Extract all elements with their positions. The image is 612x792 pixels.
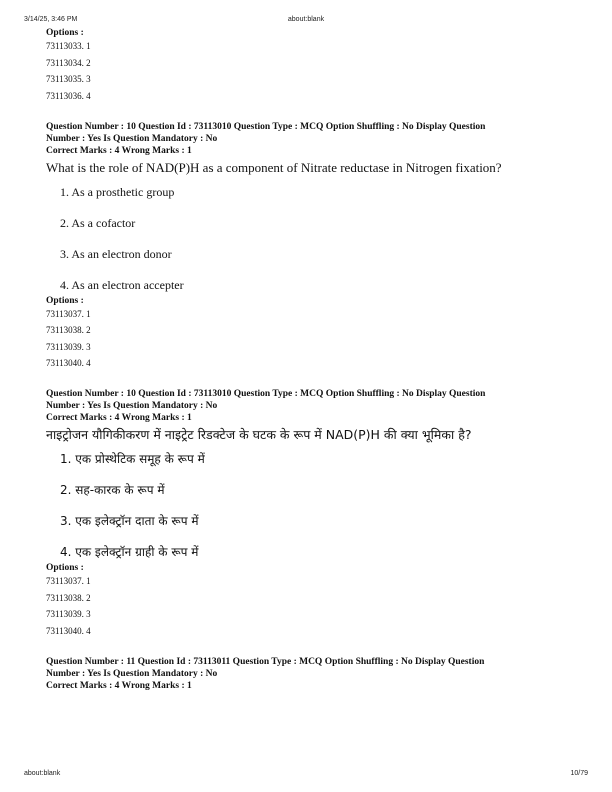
option-id: 73113038. 2 bbox=[46, 325, 91, 335]
options-label: Options : bbox=[46, 563, 84, 573]
question-meta-line1: Question Number : 10 Question Id : 73113010 Question Type : MCQ Option Shuffling : No Display Question bbox=[46, 121, 486, 132]
page-number: 10/79 bbox=[570, 770, 588, 777]
question-meta bbox=[46, 388, 576, 424]
browser-header bbox=[24, 16, 588, 26]
question-meta-line1: Question Number : 10 Question Id : 73113010 Question Type : MCQ Option Shuffling : No Display Question bbox=[46, 389, 486, 399]
question-meta-line2: Number : Yes Is Question Mandatory : No bbox=[46, 133, 218, 144]
browser-footer bbox=[24, 770, 588, 780]
print-url: about:blank bbox=[24, 770, 61, 777]
options-label: Options : bbox=[46, 28, 84, 38]
answer-choice-4: 4. As an electron accepter bbox=[60, 277, 184, 292]
option-id: 73113037. 1 bbox=[46, 308, 91, 319]
option-id: 73113038. 2 bbox=[46, 592, 91, 603]
answer-choice-4: 4. एक इलेक्ट्रॉन ग्राही के रूप में bbox=[60, 545, 199, 559]
question-meta bbox=[46, 121, 576, 157]
print-page-title: about:blank bbox=[287, 16, 325, 23]
answer-choice-3: 3. As an electron donor bbox=[60, 246, 172, 261]
question-marks: Correct Marks : 4 Wrong Marks : 1 bbox=[46, 680, 192, 691]
document-content bbox=[46, 28, 576, 692]
question-block-10-hi bbox=[46, 388, 576, 636]
option-id: 73113037. 1 bbox=[46, 576, 91, 586]
question-text: What is the role of NAD(P)H as a component of Nitrate reductase in Nitrogen fixation? bbox=[46, 159, 502, 175]
options-block bbox=[46, 296, 576, 369]
options-block bbox=[46, 563, 576, 636]
question-meta bbox=[46, 656, 576, 692]
option-id: 73113039. 3 bbox=[46, 341, 91, 352]
answer-choice-1: 1. As a prosthetic group bbox=[60, 184, 175, 199]
question-meta-line2: Number : Yes Is Question Mandatory : No bbox=[46, 401, 218, 411]
answer-choice-2: 2. As a cofactor bbox=[60, 215, 136, 230]
question-text: नाइट्रोजन यौगिकीकरण में नाइट्रेट रिडक्टेज के घटक के रूप में NAD(P)H की क्या भूमिका है? bbox=[46, 427, 472, 442]
question-block-11 bbox=[46, 656, 576, 692]
top-options-block bbox=[46, 28, 576, 101]
question-marks: Correct Marks : 4 Wrong Marks : 1 bbox=[46, 413, 192, 423]
answer-choice-3: 3. एक इलेक्ट्रॉन दाता के रूप में bbox=[60, 514, 199, 528]
option-id: 73113033. 1 bbox=[46, 41, 91, 51]
options-label: Options : bbox=[46, 295, 84, 306]
print-datetime: 3/14/25, 3:46 PM bbox=[24, 16, 78, 23]
answer-choice-2: 2. सह-कारक के रूप में bbox=[60, 483, 165, 497]
option-id: 73113034. 2 bbox=[46, 57, 91, 68]
option-id: 73113039. 3 bbox=[46, 609, 91, 619]
option-id: 73113035. 3 bbox=[46, 74, 91, 84]
question-block-10-en bbox=[46, 121, 576, 369]
answer-choice-1: 1. एक प्रोस्थेटिक समूह के रूप में bbox=[60, 452, 205, 466]
question-meta-line2: Number : Yes Is Question Mandatory : No bbox=[46, 668, 218, 679]
question-marks: Correct Marks : 4 Wrong Marks : 1 bbox=[46, 145, 192, 156]
option-id: 73113040. 4 bbox=[46, 625, 91, 636]
option-id: 73113036. 4 bbox=[46, 90, 91, 101]
option-id: 73113040. 4 bbox=[46, 358, 91, 368]
question-meta-line1: Question Number : 11 Question Id : 73113011 Question Type : MCQ Option Shuffling : No Display Question bbox=[46, 656, 485, 667]
